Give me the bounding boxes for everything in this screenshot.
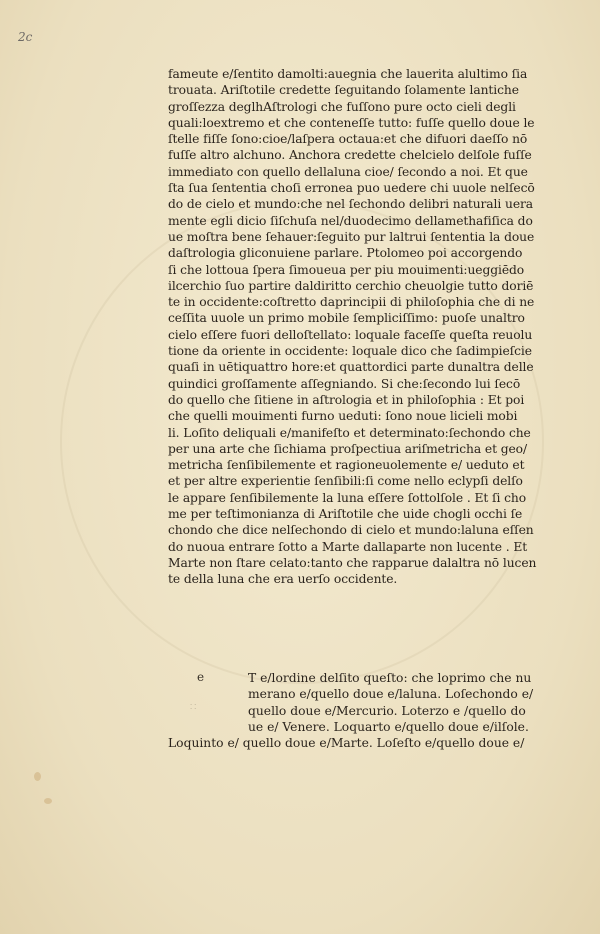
text-line: et per altre experientie ſenſibili:ſi come nello eclypſi delſo [168, 474, 523, 489]
text-line: groſſezza deglhAſtrologi che fuſſono pure octo cieli degli [168, 99, 516, 114]
text-line: chondo che dice nelſechondo di cielo et mundo:laluna eſſen [168, 523, 534, 538]
text-line: do de cielo et mundo:che nel ſechondo delibri naturali uera [168, 197, 534, 212]
text-line: ceſſita uuole un primo mobile ſempliciſſimo: puoſe unaltro [168, 311, 525, 326]
text-line: ſi che lottoua ſpera ſimoueua per piu mouimenti:ueggiēdo [168, 262, 525, 277]
text-line: mente egli dicio ſiſchuſa nel/duodecimo dellamethafiſica do [168, 213, 533, 228]
text-line: do quello che ſitiene in aſtrologia et in philoſophia : Et poi [168, 392, 525, 407]
text-line: daſtrologia gliconuiene parlare. Ptolomeo poi accorgendo [168, 246, 523, 261]
text-line: li. Loſito deliquali e/manifeſto et determinato:ſechondo che [168, 425, 531, 440]
text-line: quello doue e/Mercurio. Loterzo e /quello do [248, 703, 526, 718]
text-line: merano e/quello doue e/laluna. Loſechondo e/ [248, 687, 534, 702]
text-line: cielo eſſere fuori delloſtellato: loquale faceſſe queſta reuolu [168, 327, 533, 342]
text-line: Loquinto e/ quello doue e/Marte. Loſeſto e/quello doue e/ [168, 736, 525, 751]
text-line: fameute e/ſentito damolti:auegnia che lauerita alultimo ſia [168, 67, 528, 81]
text-line: ue e/ Venere. Loquarto e/quello doue e/ilſole. [248, 719, 529, 734]
stain [34, 772, 41, 781]
corner-mark: 2c [18, 30, 33, 44]
text-line: te della luna che era uerſo occidente. [168, 572, 398, 587]
text-line: le appare ſenſibilemente la luna eſſere ſottolſole . Et ſi cho [168, 490, 527, 505]
main-paragraph [168, 66, 582, 588]
section-paragraph [168, 670, 582, 751]
text-line: che quelli mouimenti furno ueduti: ſono noue licieli mobi [168, 409, 518, 424]
text-line: metricha ſenſibilemente et ragioneuolemente e/ ueduto et [168, 458, 525, 473]
text-line: T e/lordine delſito queſto: che loprimo che nu [248, 671, 532, 685]
text-line: quaſi in uētiquattro hore:et quattordici parte dunaltra delle [168, 360, 534, 375]
text-line: quali:loextremo et che conteneſſe tutto: fuſſe quello doue le [168, 115, 535, 130]
text-line: te in occidente:coſtretto daprincipii di philoſophia che di ne [168, 295, 535, 310]
text-line: Marte non ſtare celato:tanto che rapparue dalaltra nō lucen [168, 555, 537, 570]
text-line: trouata. Ariſtotile credette ſeguitando ſolamente lantiche [168, 83, 519, 98]
stain [44, 798, 52, 804]
faint-ink-mark: ∷ [190, 702, 197, 713]
text-line: quindici groſſamente aſſegniando. Si che:ſecondo lui ſecō [168, 376, 521, 391]
guide-letter: e [197, 670, 205, 684]
text-line: immediato con quello dellaluna cioe/ ſecondo a noi. Et que [168, 164, 528, 179]
text-line: per una arte che ſichiama proſpectiua ariſmetricha et geo/ [168, 441, 528, 456]
text-line: ſtelle fiſſe ſono:cioe/laſpera octaua:et che difuori daeſſo nō [168, 132, 528, 147]
text-line: tione da oriente in occidente: loquale dico che ſadimpieſcie [168, 344, 532, 359]
text-line: fuſſe altro alchuno. Anchora credette chelcielo delſole fuſſe [168, 148, 532, 163]
text-line: ue moſtra bene ſehauer:ſeguito pur laltrui ſententia la doue [168, 229, 535, 244]
text-line: ilcerchio ſuo partire daldiritto cerchio cheuolgie tutto doriē [168, 278, 534, 293]
text-line: me per teſtimonianza di Ariſtotile che uide chogli occhi ſe [168, 507, 523, 522]
text-line: do nuoua entrare ſotto a Marte dallaparte non lucente . Et [168, 539, 528, 554]
text-line: ſta ſua ſententia choſi erronea puo uedere chi uuole nelſecō [168, 181, 535, 196]
